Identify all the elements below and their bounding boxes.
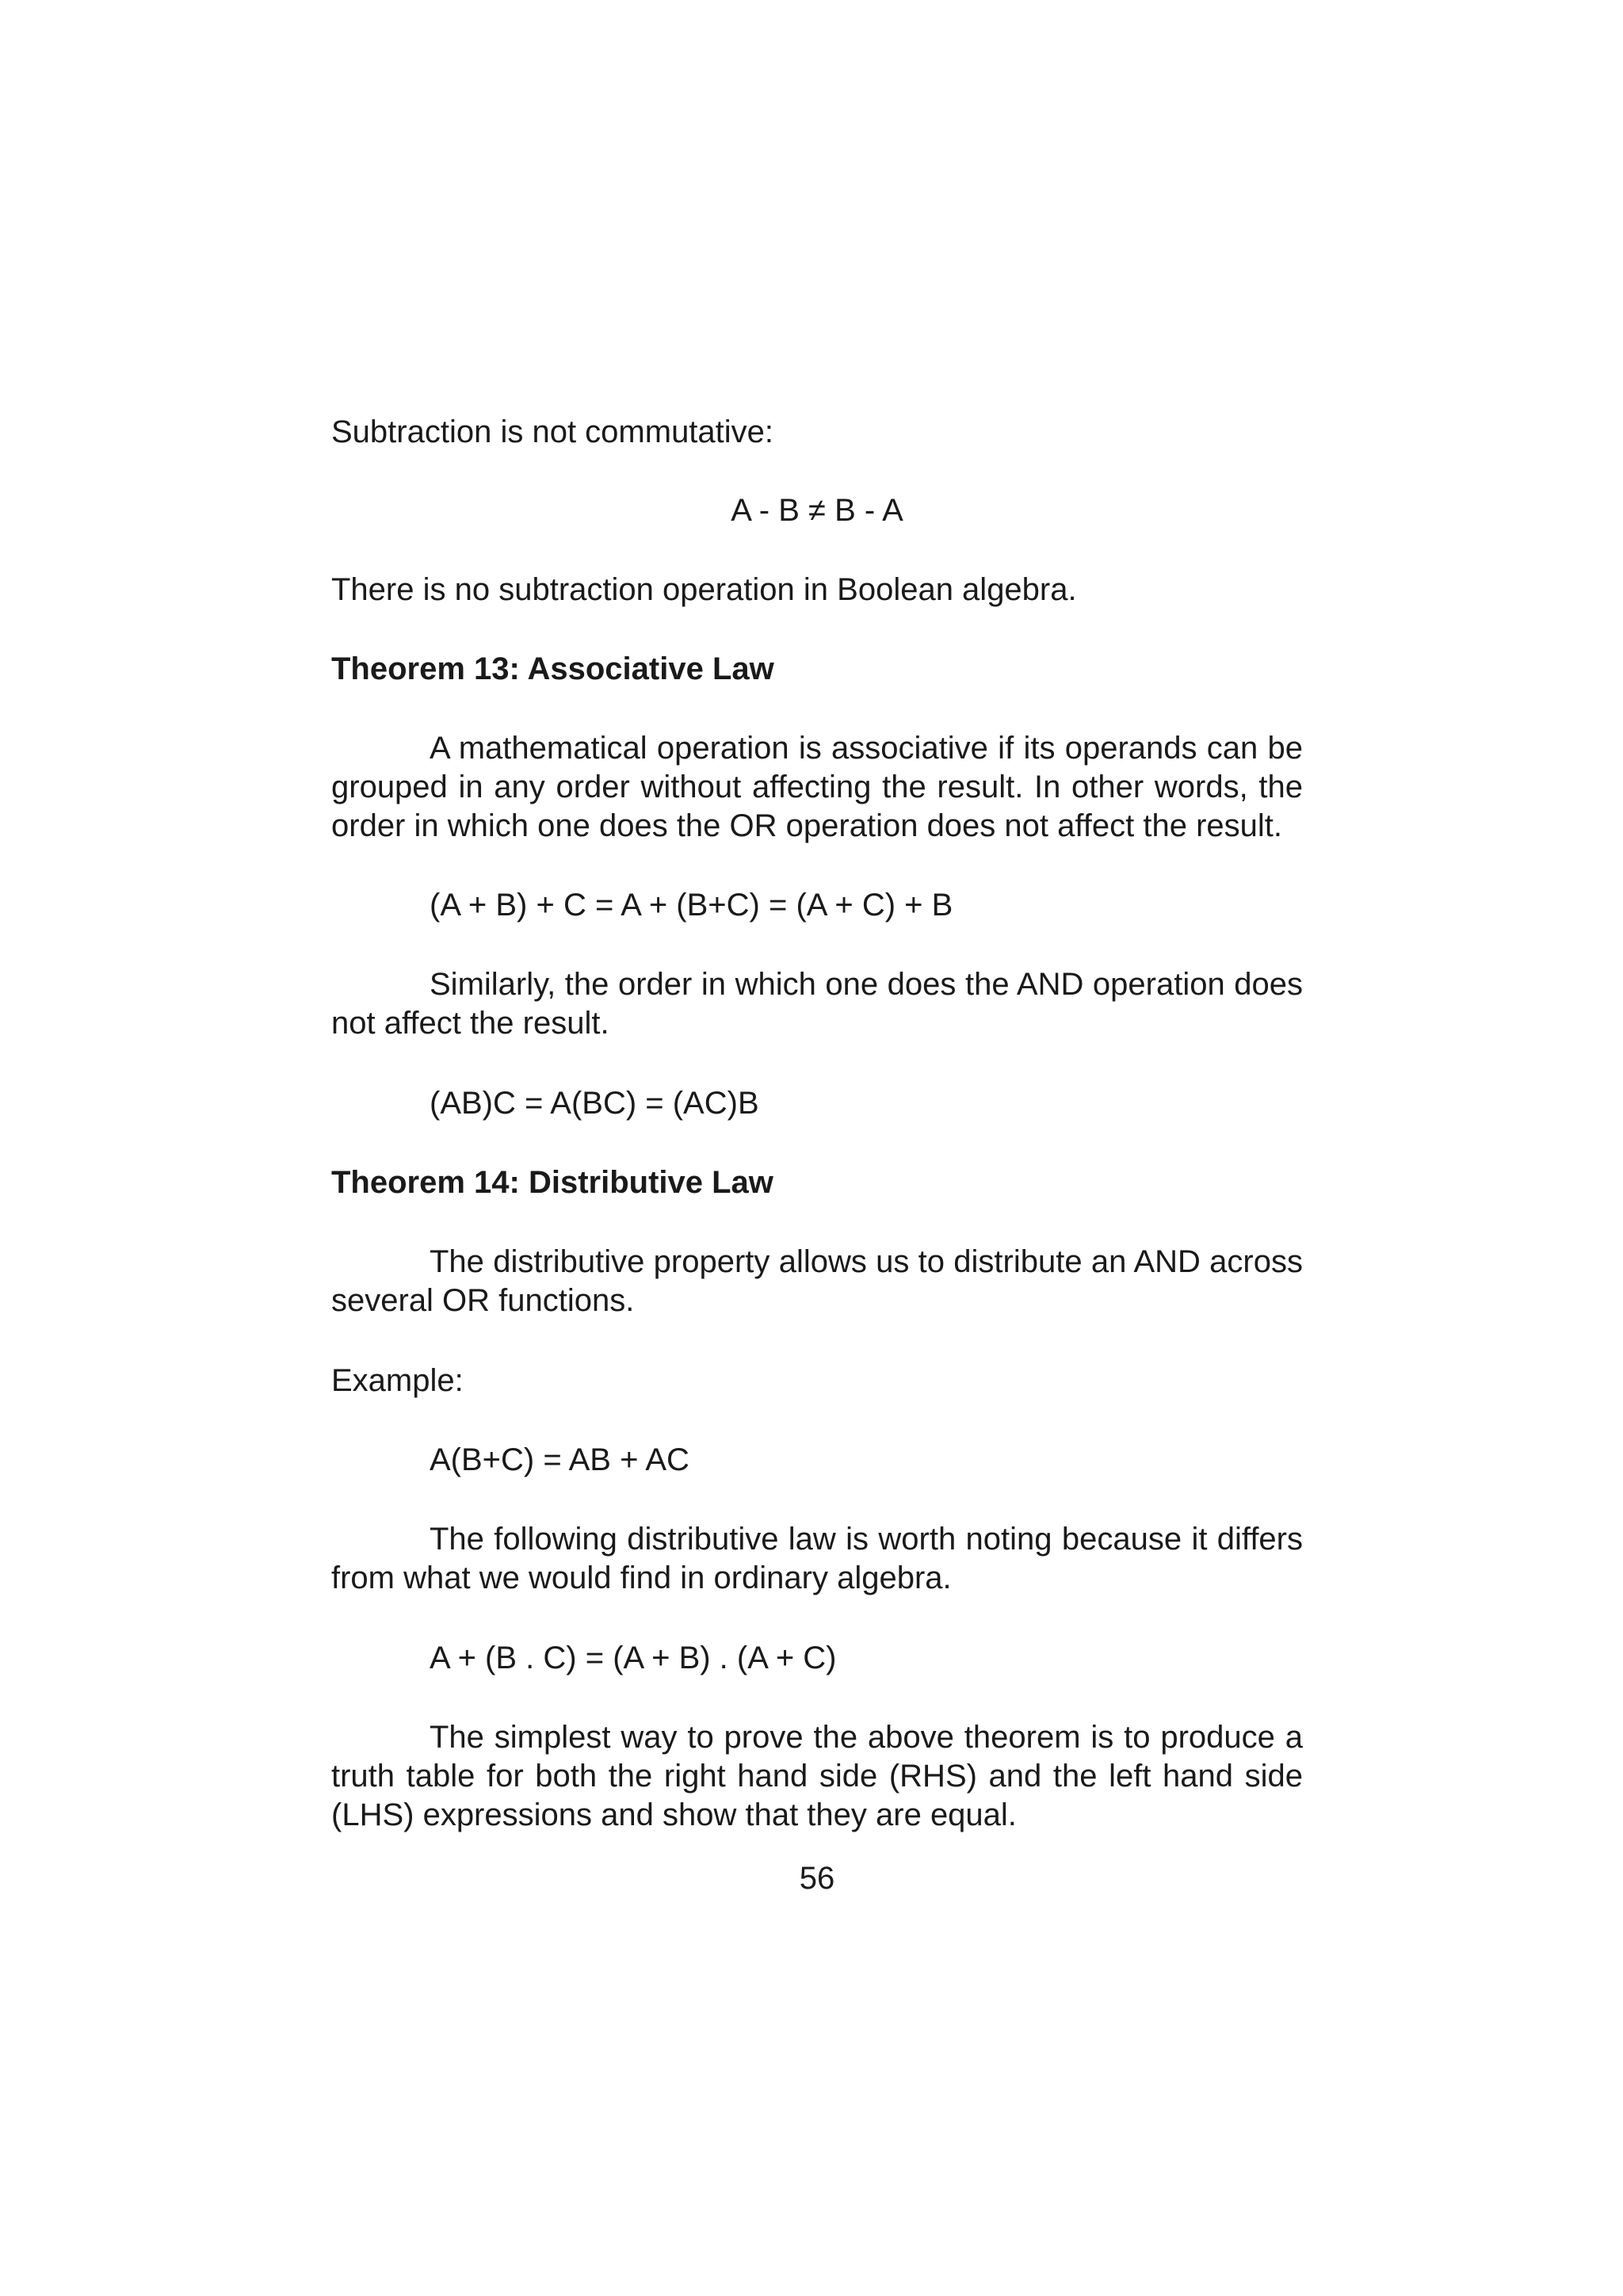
document-page [331,0,1303,2296]
distributive-example-equation: A(B+C) = AB + AC [430,1442,689,1477]
no-subtraction-statement: There is no subtraction operation in Boolean algebra. [331,572,1077,607]
proof-paragraph: The simplest way to prove the above theorem is to produce a truth table for both the right hand side (RHS) and the left hand side (LHS) expressions and show that they are equal. [331,1720,1303,1832]
subtraction-intro: Subtraction is not commutative: [331,415,774,449]
associative-and-equation: (AB)C = A(BC) = (AC)B [430,1086,759,1121]
distributive-noting-paragraph: The following distributive law is worth noting because it differs from what we would find in ordinary algebra. [331,1522,1303,1595]
distributive-second-equation: A + (B . C) = (A + B) . (A + C) [430,1641,837,1675]
theorem-14-heading: Theorem 14: Distributive Law [331,1165,773,1200]
theorem-13-heading: Theorem 13: Associative Law [331,651,774,686]
associative-and-paragraph: Similarly, the order in which one does the AND operation does not affect the result. [331,967,1303,1041]
theorem-13-paragraph: A mathematical operation is associative if its operands can be grouped in any order without affecting the result. In other words, the order in which one does the OR operation does not affect the result. [331,731,1303,843]
subtraction-equation: A - B ≠ B - A [731,493,903,528]
page-number: 56 [799,1861,835,1896]
example-label: Example: [331,1363,464,1398]
theorem-14-paragraph: The distributive property allows us to distribute an AND across several OR functions. [331,1244,1303,1318]
associative-or-equation: (A + B) + C = A + (B+C) = (A + C) + B [430,888,953,923]
